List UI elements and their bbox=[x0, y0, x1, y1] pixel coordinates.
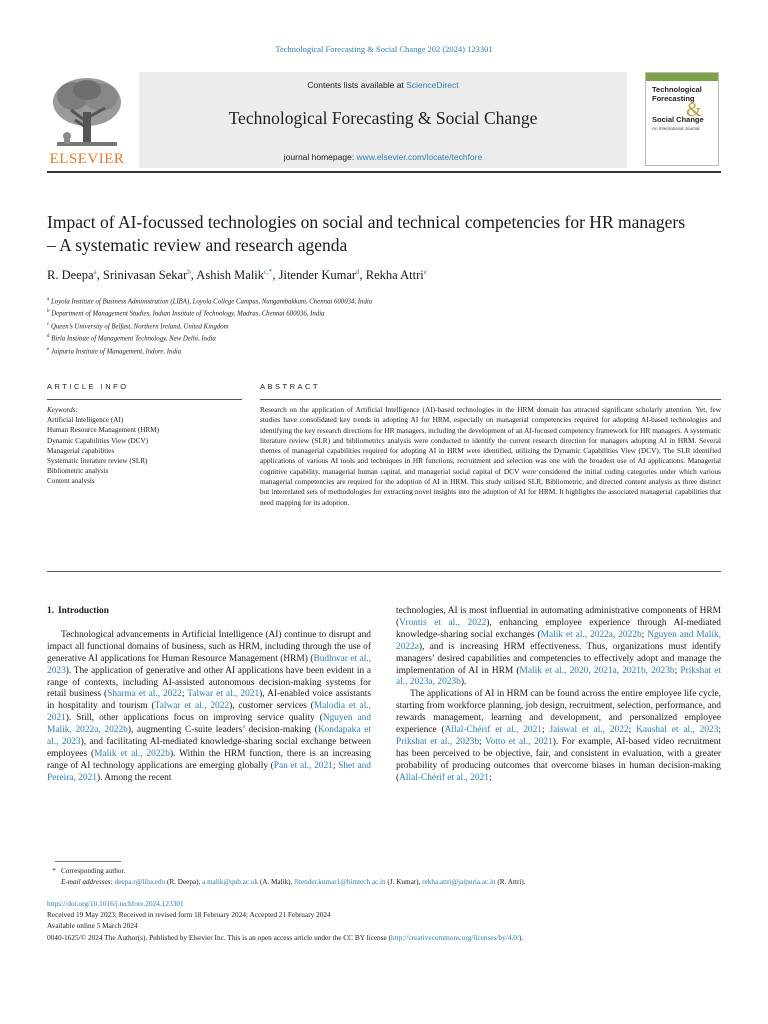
intro-paragraph-1-continued bbox=[396, 606, 721, 689]
body-text: ), customer services ( bbox=[229, 701, 314, 712]
footnote-rule bbox=[55, 861, 121, 862]
body-text: ). For example, AI-based video recruitment has been perceived to be objective, fair, and consistent in evaluation, with a greater probability of producing outcomes that overcome biases in human decision-making ( bbox=[396, 736, 721, 783]
publication-info bbox=[47, 898, 737, 943]
body-text: ; bbox=[641, 629, 648, 640]
publisher-name: ELSEVIER bbox=[49, 151, 125, 167]
journal-header bbox=[139, 72, 627, 168]
abstract-heading: ABSTRACT bbox=[260, 382, 321, 391]
body-text: ; bbox=[628, 725, 637, 736]
affiliation-marker: a bbox=[47, 297, 50, 302]
affiliation-text: Department of Management Studies, Indian Institute of Technology, Madras, Chennai 600036, India bbox=[51, 310, 325, 318]
keyword-item: Bibliometric analysis bbox=[47, 467, 109, 476]
citation-link[interactable]: Budhwar et al., 2023 bbox=[47, 653, 371, 676]
affiliation-item bbox=[47, 332, 727, 344]
license-link[interactable]: http://creativecommons.org/licenses/by/4.0/ bbox=[391, 932, 519, 942]
article-info-heading: ARTICLE INFO bbox=[47, 382, 129, 391]
email-link[interactable]: a.malik@qub.ac.uk bbox=[202, 878, 259, 886]
affiliation-item bbox=[47, 295, 727, 307]
elsevier-logo bbox=[47, 72, 127, 168]
body-text: ; bbox=[674, 665, 681, 676]
body-text: ). Still, other applications focus on improving service quality ( bbox=[65, 713, 323, 724]
citation-link[interactable]: Shet and Pereira, 2021 bbox=[47, 760, 371, 783]
cover-color-strip bbox=[646, 73, 718, 81]
footnotes bbox=[47, 866, 727, 888]
corresponding-author-note: * Corresponding author. bbox=[52, 867, 126, 875]
keywords-label: Keywords: bbox=[47, 406, 78, 414]
citation-link[interactable]: Votto et al., 2021 bbox=[485, 736, 553, 747]
body-text: ), and facilitating AI-mediated knowledge-sharing social exchange between employees ( bbox=[47, 737, 371, 759]
body-text: ; bbox=[541, 725, 550, 736]
email-owner: (R. Attri). bbox=[495, 878, 526, 886]
body-text: ; bbox=[718, 725, 722, 736]
body-column-left bbox=[47, 606, 371, 785]
email-addresses: E-mail addresses: deepa.r@liba.edu (R. Deepa), a.malik@qub.ac.uk (A. Malik), Jitender.kumar1@bimtech.ac.in (J. Kumar), rekha.attri@jaipuria.ac.in (R. Attri). bbox=[61, 878, 526, 886]
author-name: Jitender Kumar bbox=[278, 268, 357, 283]
citation-link[interactable]: Kaushal et al., 2023 bbox=[636, 725, 719, 736]
affiliation-text: Jaipuria Institute of Management, Indore, India bbox=[50, 348, 182, 356]
email-link[interactable]: rekha.attri@jaipuria.ac.in bbox=[422, 878, 496, 886]
body-text: Technological advancements in Artificial Intelligence (AI) continue to disrupt and impact all functional domains of business, such as HRM, including through the use of generative AI applications for Human Resource Management (HRM) ( bbox=[47, 629, 371, 664]
citation-link[interactable]: Nguyen and Malik, 2022a bbox=[396, 629, 721, 652]
author-name: Rekha Attri bbox=[365, 268, 424, 283]
doi-link[interactable]: https://doi.org/10.1016/j.techfore.2024.123301 bbox=[47, 899, 184, 908]
abstract-text: Research on the application of Artificial Intelligence (AI)-based technologies in the HRM domain has attracted significant scholarly attention. Yet, few studies have consolidated key trends in adopting AI for HRM, especially on managerial competencies required for adopting AI-based technologies and identifying the key research directions for HR managers, including the development of an AI-focused competency framework for HR managers. A systematic literature review (SLR) and bibliometrics analysis were conducted to identify the current research direction for managers adopting AI in HRM. Several themes of managerial capabilities required for adopting AI in HRM were identified, utilizing the Dynamic Capabilities View (DCV). The SLR identified applications of various AI tools and techniques in HR functions, recruitment and selection was one with the broadest use of AI applications. Managerial cognitive capability, managerial human capital, and managerial social capital of DCV were considered the initial coding categories under which various managerial competencies are required for the adoption of AI in HRM. This study utilised SLR, Bibliometric, and directed content analysis as three distinct but interrelated sets of methodologies for extracting novel insights into the adoption of AI for HRM. It highlights the associated managerial capabilities that need mapping for its adoption. bbox=[260, 405, 721, 507]
intro-paragraph-2 bbox=[396, 689, 721, 784]
body-text: The applications of AI in HRM can be found across the entire employee life cycle, starting from workforce planning, job design, recruitment, selection, performance, and rewards management, learning and development, and personalized employee experience ( bbox=[396, 689, 721, 736]
citation-link[interactable]: Talwar et al., 2022 bbox=[154, 701, 230, 712]
citation-link[interactable]: Malik et al., 2022b bbox=[94, 748, 170, 759]
citation-link[interactable]: Sharma et al., 2022 bbox=[107, 689, 182, 700]
cover-ampersand: & bbox=[686, 99, 702, 121]
affiliation-marker: e bbox=[47, 346, 50, 352]
keyword-item: Managerial capabilities bbox=[47, 446, 115, 455]
citation-link[interactable]: Allal-Chérif et al., 2021 bbox=[444, 725, 542, 736]
body-column-right bbox=[396, 606, 721, 785]
citation-link[interactable]: Pan et al., 2021 bbox=[273, 760, 333, 771]
license-line: 0040-1625/© 2024 The Author(s). Published by Elsevier Inc. This is an open access article under the CC BY license (http://creativecommons.org/licenses/by/4.0/). bbox=[47, 932, 524, 942]
intro-paragraph-1 bbox=[47, 630, 371, 785]
cover-title: Technological Forecasting Social Change bbox=[652, 85, 704, 124]
affiliation-text: Queen’s University of Belfast, Northern Ireland, United Kingdom bbox=[50, 323, 229, 331]
journal-cover-thumbnail[interactable] bbox=[645, 72, 719, 166]
body-text: ), augmenting C-suite leaders’ decision-making ( bbox=[127, 725, 318, 736]
email-link[interactable]: deepa.r@liba.edu bbox=[114, 878, 166, 886]
affiliation-item bbox=[47, 320, 727, 332]
section-heading-introduction: 1. Introduction bbox=[47, 606, 109, 616]
keywords-list bbox=[47, 405, 242, 487]
email-owner: (J. Kumar), bbox=[385, 878, 423, 886]
affiliation-marker: c bbox=[47, 321, 50, 327]
journal-reference[interactable]: Technological Forecasting & Social Change 202 (2024) 123301 bbox=[275, 44, 493, 54]
body-text: ). Among the recent bbox=[96, 772, 172, 783]
body-text: ; bbox=[479, 736, 486, 747]
author-affiliation-marker[interactable]: d bbox=[356, 268, 360, 276]
keyword-item: Artificial Intelligence (AI) bbox=[47, 416, 124, 425]
body-text: ), and is increasing HRM effectiveness. Thus, organizations must identify managers’ desired capabilities and competencies to effectively adopt and manage the implementation of AI in HRM ( bbox=[396, 641, 721, 676]
abstract-bottom-rule bbox=[47, 571, 721, 572]
citation-link[interactable]: Prikshat et al., 2023b bbox=[396, 736, 480, 747]
contents-line: Contents lists available at ScienceDirect bbox=[307, 80, 459, 90]
citation-link[interactable]: Talwar et al., 2021 bbox=[187, 689, 260, 700]
author-affiliation-marker[interactable]: e bbox=[423, 268, 427, 276]
author-name: Srinivasan Sekar bbox=[102, 268, 188, 283]
citation-link[interactable]: Allal-Chérif et al., 2021 bbox=[399, 772, 489, 783]
received-dates: Received 19 May 2023; Received in revised form 18 February 2024; Accepted 21 February 2024 bbox=[47, 910, 331, 920]
author-name: R. Deepa bbox=[47, 268, 94, 283]
body-text: ; bbox=[181, 689, 188, 700]
author-affiliation-marker[interactable]: a bbox=[93, 268, 97, 276]
keyword-item: Dynamic Capabilities View (DCV) bbox=[47, 436, 149, 445]
journal-homepage: journal homepage: www.elsevier.com/locate/techfore bbox=[283, 152, 483, 162]
abstract-rule bbox=[260, 399, 721, 400]
citation-link[interactable]: Kondapaka et al., 2023 bbox=[47, 725, 371, 748]
keyword-item: Systematic literature review (SLR) bbox=[47, 457, 148, 466]
author-name: Ashish Malik bbox=[196, 268, 265, 283]
citation-link[interactable]: Vrontis et al., 2022 bbox=[399, 617, 487, 628]
keyword-item: Content analysis bbox=[47, 477, 95, 486]
available-online: Available online 5 March 2024 bbox=[47, 921, 138, 931]
body-text: ). bbox=[460, 677, 467, 688]
citation-link[interactable]: Jaiswal et al., 2022 bbox=[549, 725, 629, 736]
email-link[interactable]: Jitender.kumar1@bimtech.ac.in bbox=[294, 878, 386, 886]
affiliation-text: Birla Institute of Management Technology, New Delhi, India bbox=[51, 335, 216, 343]
email-owner: (A. Malik), bbox=[258, 878, 295, 886]
body-text: ). Within the HRM function, there is an increasing range of AI technology applications are emerging globally ( bbox=[47, 748, 371, 771]
journal-homepage-link[interactable]: www.elsevier.com/locate/techfore bbox=[356, 152, 483, 162]
affiliation-item bbox=[47, 307, 727, 319]
article-title: Impact of AI-focussed technologies on social and technical competencies for HR managers – A systematic review and research agenda bbox=[47, 212, 686, 255]
body-text: ), AI-enabled voice assistants in hospitality and tourism ( bbox=[47, 689, 372, 712]
author-affiliation-marker[interactable]: c,* bbox=[264, 268, 273, 276]
body-text: ; bbox=[332, 760, 339, 771]
journal-title: Technological Forecasting & Social Change bbox=[228, 108, 538, 128]
citation-link[interactable]: Malik et al., 2020, 2021a, 2021b, 2023b bbox=[519, 665, 675, 676]
affiliation-item bbox=[47, 345, 727, 357]
affiliations bbox=[47, 295, 727, 357]
citation-link[interactable]: Malodia et al., 2021 bbox=[47, 701, 371, 724]
body-text: ). The application of generative and other AI applications have been evident in a range of contexts, including AI-assisted autonomous decision-making systems for retail business ( bbox=[47, 665, 371, 700]
cover-subtitle: An International Journal bbox=[652, 126, 700, 131]
sciencedirect-link[interactable]: ScienceDirect bbox=[406, 80, 459, 90]
body-text: ; bbox=[488, 772, 492, 783]
affiliation-marker: d bbox=[47, 334, 50, 340]
tree-emblem-icon bbox=[47, 72, 127, 152]
email-owner: (R. Deepa), bbox=[165, 878, 203, 886]
header-divider bbox=[47, 171, 721, 173]
article-info-rule bbox=[47, 399, 242, 400]
body-text: ), enhancing employee experience through AI-mediated knowledge-sharing social exchanges ( bbox=[396, 617, 721, 640]
citation-link[interactable]: Prikshat et al., 2023a, 2023b bbox=[396, 665, 722, 688]
keyword-item: Human Resource Management (HRM) bbox=[47, 426, 159, 435]
body-text: technologies, AI is most influential in automating administrative components of HRM ( bbox=[396, 606, 721, 628]
citation-link[interactable]: Nguyen and Malik, 2022a, 2022b bbox=[47, 713, 372, 736]
author-affiliation-marker[interactable]: b bbox=[187, 268, 191, 276]
affiliation-marker: b bbox=[47, 309, 50, 315]
author-list: R. Deepa$^a$, Srinivasan Sekar$^b$, Ashish Malik$^{c,*}$, Jitender Kumar$^d$, Rekha Attri$^e$ bbox=[47, 268, 427, 283]
affiliation-text: Loyola Institute of Business Administration (LIBA), Loyola College Campus, Nungambakkam, Chennai 600034, India bbox=[50, 298, 373, 306]
citation-link[interactable]: Malik et al., 2022a, 2022b bbox=[540, 629, 642, 640]
